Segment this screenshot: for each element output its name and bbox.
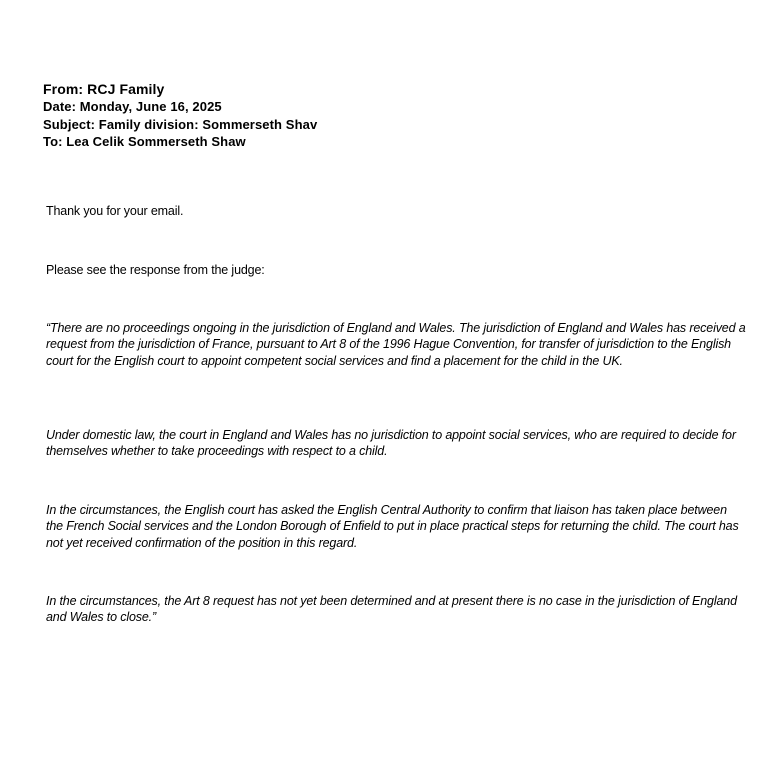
- intro-text: Please see the response from the judge:: [46, 263, 265, 277]
- judge-quote-paragraph-4: In the circumstances, the Art 8 request has not yet been determined and at present there is no case in the jurisdiction of England and Wales to close.”: [46, 594, 737, 625]
- email-header: [43, 80, 723, 151]
- email-to: To: Lea Celik Sommerseth Shaw: [43, 134, 246, 149]
- judge-quote-paragraph-3: In the circumstances, the English court has asked the English Central Authority to confirm that liaison has taken place between the French Social services and the London Borough of Enfield to put in place practical steps for returning the child. The court has not yet received confirmation of the position in this regard.: [46, 503, 739, 550]
- email-from: From: RCJ Family: [43, 81, 165, 97]
- greeting-text: Thank you for your email.: [46, 204, 184, 218]
- email-date: Date: Monday, June 16, 2025: [43, 99, 222, 114]
- email-subject: Subject: Family division: Sommerseth Shav: [43, 116, 318, 132]
- judge-quote-paragraph-2: Under domestic law, the court in England and Wales has no jurisdiction to appoint social services, who are required to decide for themselves whether to take proceedings with respect to a child.: [46, 428, 736, 459]
- judge-quote-paragraph-1: “There are no proceedings ongoing in the jurisdiction of England and Wales. The jurisdiction of England and Wales has received a request from the jurisdiction of France, pursuant to Art 8 of the 1996 Hague Convention, for transfer of jurisdiction to the English court for the English court to appoint competent social services and find a placement for the child in the UK.: [46, 321, 746, 368]
